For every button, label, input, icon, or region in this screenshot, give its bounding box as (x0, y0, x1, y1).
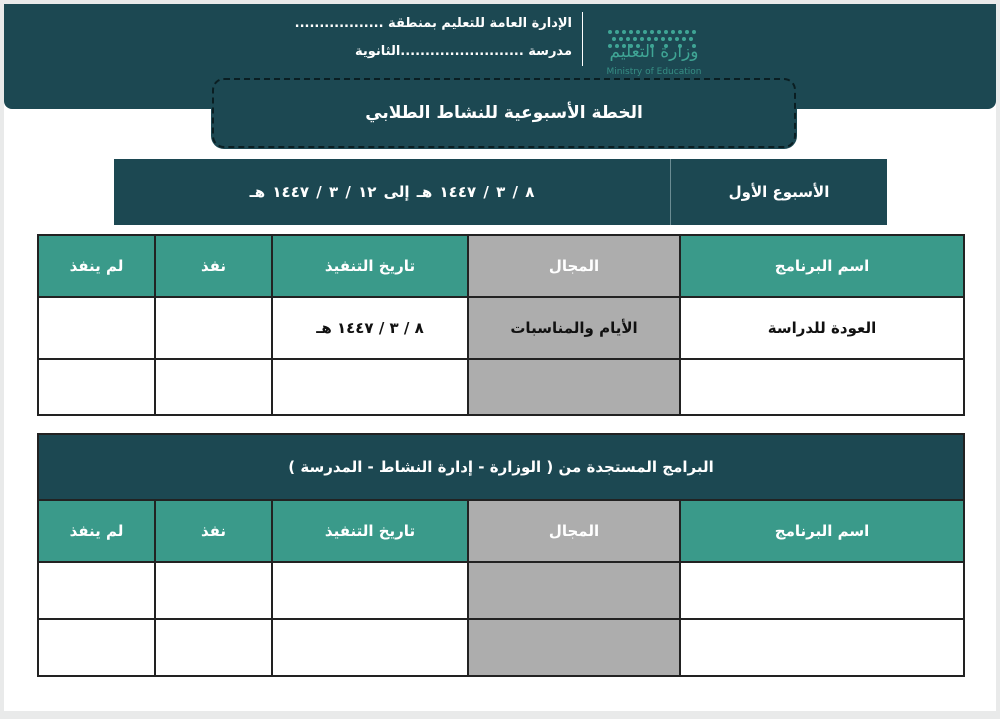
header-date: تاريخ التنفيذ (272, 500, 468, 562)
header-domain: المجال (468, 500, 680, 562)
header-program: اسم البرنامج (680, 500, 964, 562)
cell-program (680, 619, 964, 676)
cell-date (272, 619, 468, 676)
cell-program (680, 562, 964, 619)
table-row (38, 619, 964, 676)
cell-done (155, 562, 272, 619)
cell-domain (468, 359, 680, 415)
cell-not-done (38, 297, 155, 359)
header-divider (582, 12, 583, 66)
header-domain: المجال (468, 235, 680, 297)
table-row (38, 359, 964, 415)
header-done: نفذ (155, 235, 272, 297)
table-header-row (38, 235, 964, 297)
cell-done (155, 359, 272, 415)
week-label: الأسبوع الأول (728, 183, 830, 201)
cell-date: ٨ / ٣ / ١٤٤٧ هـ (272, 297, 468, 359)
cell-domain (468, 562, 680, 619)
header-not-done: لم ينفذ (38, 500, 155, 562)
header-date: تاريخ التنفيذ (272, 235, 468, 297)
new-programs-table (37, 433, 965, 677)
week-date-range: ٨ / ٣ / ١٤٤٧ هـ إلى ١٢ / ٣ / ١٤٤٧ هـ (249, 183, 535, 201)
cell-domain: الأيام والمناسبات (468, 297, 680, 359)
week-bar (114, 159, 887, 225)
cell-done (155, 619, 272, 676)
cell-not-done (38, 619, 155, 676)
cell-date (272, 562, 468, 619)
cell-not-done (38, 359, 155, 415)
new-programs-banner: البرامج المستجدة من ( الوزارة - إدارة النشاط - المدرسة ) (38, 434, 964, 500)
cell-not-done (38, 562, 155, 619)
cell-date (272, 359, 468, 415)
page-title: الخطة الأسبوعية للنشاط الطلابي (212, 78, 796, 148)
table-row (38, 297, 964, 359)
header-not-done: لم ينفذ (38, 235, 155, 297)
cell-program: العودة للدراسة (680, 297, 964, 359)
school-name-line: مدرسة .........................الثانوية (354, 44, 572, 59)
table-row (38, 562, 964, 619)
ministry-logo-text-en: Ministry of Education (606, 67, 702, 77)
table-banner-row (38, 434, 964, 500)
cell-domain (468, 619, 680, 676)
header-done: نفذ (155, 500, 272, 562)
admin-region-line: الإدارة العامة للتعليم بمنطقة .................. (294, 16, 572, 31)
cell-done (155, 297, 272, 359)
cell-program (680, 359, 964, 415)
header-program: اسم البرنامج (680, 235, 964, 297)
ministry-logo-text-ar: وزارة التعليم (609, 42, 699, 62)
table-header-row (38, 500, 964, 562)
weekly-programs-table (37, 234, 965, 416)
document-page (4, 4, 996, 711)
